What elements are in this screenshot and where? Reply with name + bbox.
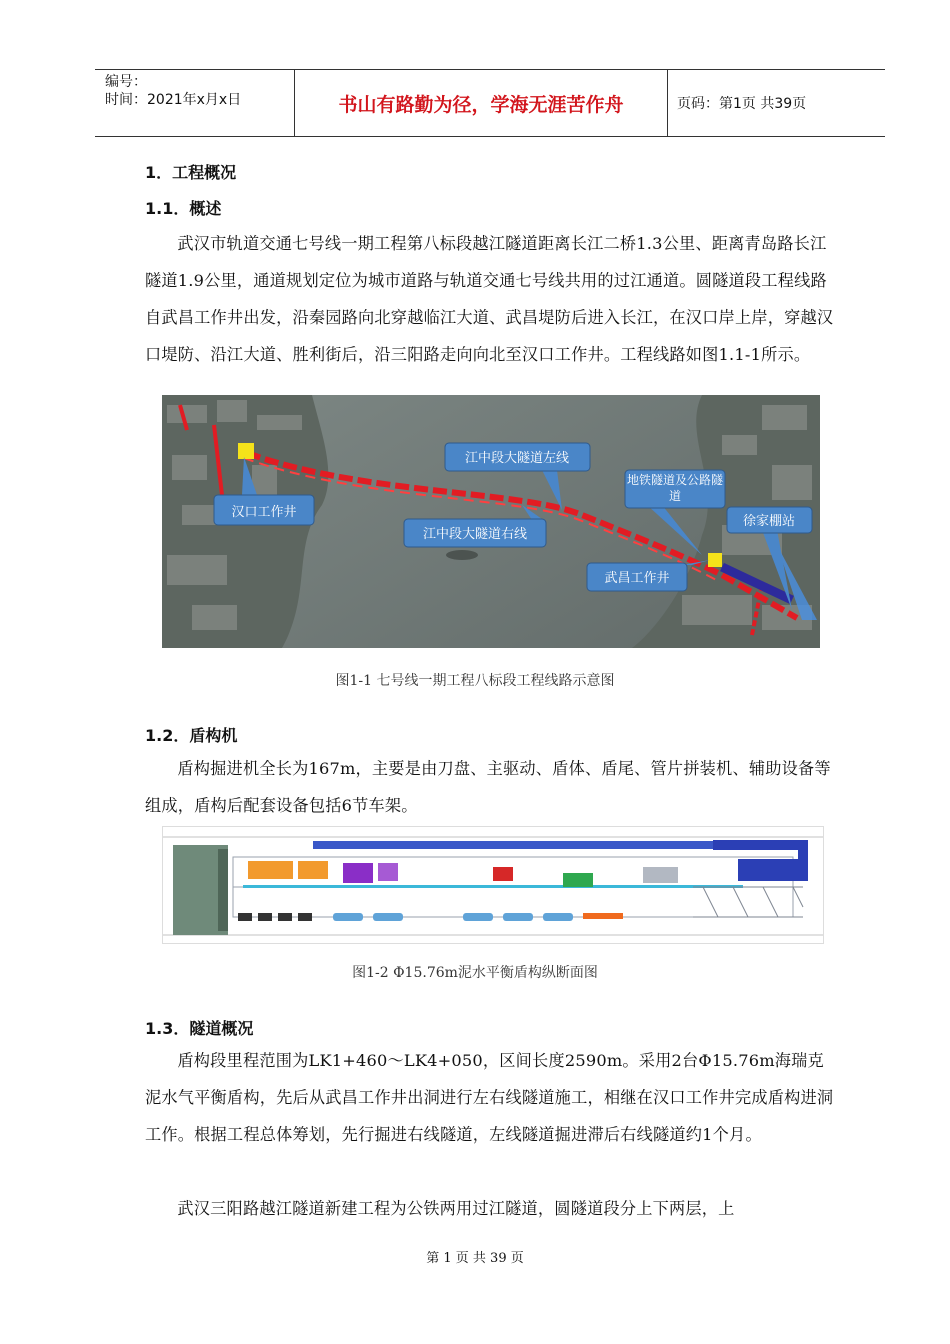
paragraph-tunnel-overview: 盾构段里程范围为LK1+460～LK4+050，区间长度2590m。采用2台Φ15.76m海瑞克泥水气平衡盾构，先后从武昌工作井出洞进行左右线隧道施工，相继在汉口工作井完成盾构进洞工作。根据工程总体筹划，先行掘进右线隧道，左线隧道掘进滞后右线隧道约1个月。 [145,1051,834,1144]
hankou-shaft-marker [238,443,254,459]
route-map-svg [162,395,820,648]
header-motto: 书山有路勤为径，学海无涯苦作舟 [295,70,668,136]
wuchang-shaft-marker [708,553,722,567]
page-footer: 第 1 页 共 39 页 [426,1251,524,1266]
time-label: 时间：2021年x月x日 [105,92,242,108]
callout-metro-road-text: 地铁隧道及公路隧道 [627,473,723,503]
route-map-figure [162,395,820,648]
paragraph-shield-machine: 盾构掘进机全长为167m，主要是由刀盘、主驱动、盾体、盾尾、管片拼装机、辅助设备等组成，盾构后配套设备包括6节车架。 [145,759,831,815]
callout-wuchang-shaft-text: 武昌工作井 [604,571,670,586]
header-page-label: 页码：第1页 共39页 [677,96,807,112]
callout-xujia-station-text: 徐家棚站 [742,514,796,529]
number-label: 编号： [105,74,147,90]
callout-left-line-text: 江中段大隧道左线 [464,451,570,466]
paragraph-tunnel-continued: 武汉三阳路越江隧道新建工程为公铁两用过江隧道，圆隧道段分上下两层，上 [177,1199,735,1218]
section-heading-1-2: 1.2．盾构机 [145,726,238,745]
callout-right-line-text: 江中段大隧道右线 [422,527,528,542]
section-heading-1-1: 1.1．概述 [145,199,222,218]
header-table [95,69,885,137]
shield-machine-svg [163,827,823,943]
callout-hankou-shaft-text: 汉口工作井 [231,505,297,520]
figure-2-caption: 图1-2 Φ15.76m泥水平衡盾构纵断面图 [352,965,598,981]
paragraph-overview: 武汉市轨道交通七号线一期工程第八标段越江隧道距离长江二桥1.3公里、距离青岛路长江隧道1.9公里，通道规划定位为城市道路与轨道交通七号线共用的过江通道。圆隧道段工程线路自武昌工作井出发，沿秦园路向北穿越临江大道、武昌堤防后进入长江，在汉口岸上岸，穿越汉口堤防、沿江大道、胜利街后，沿三阳路走向向北至汉口工作井。工程线路如图1.1-1所示。 [145,234,834,364]
section-heading-1: 1．工程概况 [145,163,237,182]
section-heading-1-3: 1.3．隧道概况 [145,1019,254,1038]
figure-1-caption: 图1-1 七号线一期工程八标段工程线路示意图 [335,673,615,689]
shield-machine-figure [162,826,824,944]
header-meta [95,70,295,136]
